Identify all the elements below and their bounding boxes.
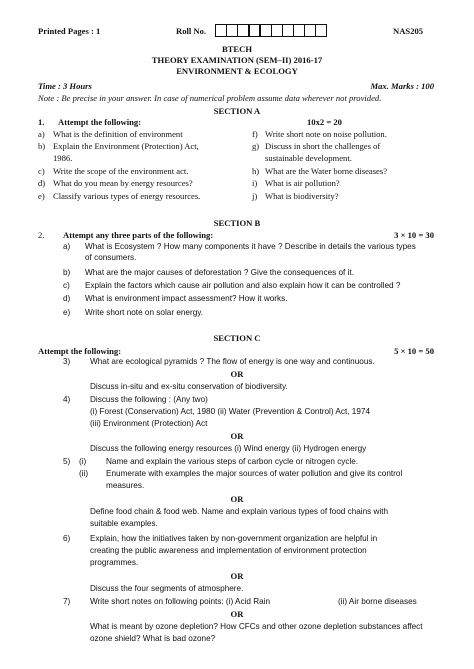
q2-item-e-label: e) xyxy=(63,308,71,317)
q3-alt: Discuss in-situ and ex-situ conservation of biodiversity. xyxy=(90,382,288,391)
q2-number: 2. xyxy=(38,230,45,240)
printed-pages: Printed Pages : 1 xyxy=(38,26,101,36)
q1-item-d: What do you mean by energy resources? xyxy=(53,178,193,188)
q5-sub-i: Name and explain the various steps of carbon cycle or nitrogen cycle. xyxy=(106,457,359,466)
q7-text: Write short notes on following points: (i) Acid Rain xyxy=(90,597,271,606)
q2-text: Attempt any three parts of the following: xyxy=(63,230,214,240)
q1-item-h: What are the Water borne diseases? xyxy=(265,166,388,176)
q5-sub-ii-label: (ii) xyxy=(79,469,89,478)
q5-or: OR xyxy=(230,494,244,504)
q1-item-b-cont: 1986. xyxy=(53,153,73,163)
q1-item-a: What is the definition of environment xyxy=(53,129,183,139)
q1-item-f-label: f) xyxy=(252,129,258,139)
q5-alt-cont: suitable examples. xyxy=(90,519,158,528)
q1-item-j: What is biodiversity? xyxy=(265,191,339,201)
q7-alt: What is meant by ozone depletion? How CFCs and other ozone depletion substances affect xyxy=(90,622,423,631)
q2-item-d-label: d) xyxy=(63,294,71,303)
q1-item-e-label: e) xyxy=(38,191,45,201)
q6-text-2: creating the public awareness and implementation of environment protection xyxy=(90,546,367,555)
q6-number: 6) xyxy=(63,534,71,543)
q1-item-h-label: h) xyxy=(252,166,260,176)
q5-alt: Define food chain & food web. Name and explain various types of food chains with xyxy=(90,507,389,516)
q5-sub-i-label: (i) xyxy=(79,457,87,466)
q3-text: What are ecological pyramids ? The flow of energy is one way and continuous. xyxy=(90,357,375,366)
section-b-heading: SECTION B xyxy=(213,218,261,228)
q2-item-a-cont: of consumers. xyxy=(85,253,137,262)
q4-sub2: (iii) Environment (Protection) Act xyxy=(90,419,208,428)
q1-item-g-cont: sustainable development. xyxy=(265,153,352,163)
q6-or: OR xyxy=(230,571,244,581)
q2-item-e: Write short note on solar energy. xyxy=(85,308,204,317)
q1-item-g-label: g) xyxy=(252,141,260,151)
q6-text-3: programmes. xyxy=(90,558,139,567)
q-c-marks: 5 × 10 = 50 xyxy=(394,346,434,356)
q2-item-c-label: c) xyxy=(63,281,70,290)
time: Time : 3 Hours xyxy=(38,81,92,91)
title-exam: THEORY EXAMINATION (SEM–II) 2016-17 xyxy=(151,55,323,65)
title-btech: BTECH xyxy=(221,44,253,54)
q1-item-e: Classify various types of energy resources. xyxy=(53,191,201,201)
q5-sub-ii: Enumerate with examples the major sources of water pollution and give its control xyxy=(106,469,403,478)
roll-box xyxy=(315,24,327,37)
q4-or: OR xyxy=(230,431,244,441)
q1-number: 1. xyxy=(38,117,45,127)
q5-sub-ii-cont: measures. xyxy=(106,481,145,490)
roll-no-label: Roll No. xyxy=(176,26,207,36)
q3-number: 3) xyxy=(63,357,71,366)
q1-item-b-label: b) xyxy=(38,141,46,151)
q1-item-b: Explain the Environment (Protection) Act, xyxy=(53,141,199,151)
section-c-heading: SECTION C xyxy=(213,333,261,343)
q1-item-j-label: j) xyxy=(252,191,258,201)
q1-text: Attempt the following: xyxy=(58,117,142,127)
q4-number: 4) xyxy=(63,395,71,404)
q2-item-c: Explain the factors which cause air pollution and also explain how it can be controlled ? xyxy=(85,281,401,290)
q1-item-g: Discuss in short the challenges of xyxy=(265,141,381,151)
section-a-heading: SECTION A xyxy=(213,106,261,116)
max-marks: Max. Marks : 100 xyxy=(370,81,434,91)
roll-no-boxes xyxy=(215,24,326,37)
q1-item-f: Write short note on noise pollution. xyxy=(265,129,387,139)
q1-marks: 10x2 = 20 xyxy=(307,117,342,127)
q1-item-c: Write the scope of the environment act. xyxy=(53,166,189,176)
q6-alt: Discuss the four segments of atmosphere. xyxy=(90,584,244,593)
q4-sub1: (i) Forest (Conservation) Act, 1980 (ii) Water (Prevention & Control) Act, 1974 xyxy=(90,407,370,416)
q1-item-d-label: d) xyxy=(38,178,46,188)
q1-item-c-label: c) xyxy=(38,166,45,176)
subject-code: NAS205 xyxy=(393,26,424,36)
q2-item-d: What is environment impact assessment? How it works. xyxy=(85,294,288,303)
q1-item-a-label: a) xyxy=(38,129,45,139)
q7-alt-cont: ozone shield? What is bad ozone? xyxy=(90,634,216,643)
q1-item-i: What is air pollution? xyxy=(265,178,340,188)
q4-alt: Discuss the following energy resources (i) Wind energy (ii) Hydrogen energy xyxy=(90,444,367,453)
q4-text: Discuss the following : (Any two) xyxy=(90,395,208,404)
q2-item-a: What is Ecosystem ? How many components it have ? Describe in details the various types xyxy=(85,242,416,251)
q1-item-i-label: i) xyxy=(252,178,258,188)
q5-number: 5) xyxy=(63,457,71,466)
q6-text: Explain, how the initiatives taken by non-government organization are helpful in xyxy=(90,534,378,543)
q7-number: 7) xyxy=(63,597,71,606)
title-subject: ENVIRONMENT & ECOLOGY xyxy=(176,66,298,76)
q7-text-ii: (ii) Air borne diseases xyxy=(338,597,417,606)
q3-or: OR xyxy=(230,369,244,379)
q2-item-a-label: a) xyxy=(63,242,71,251)
q-c-text: Attempt the following: xyxy=(38,346,122,356)
q2-item-b-label: b) xyxy=(63,268,71,277)
q2-marks: 3 × 10 = 30 xyxy=(394,230,434,240)
note: Note : Be precise in your answer. In case of numerical problem assume data wherever not provided. xyxy=(38,93,382,103)
q7-or: OR xyxy=(230,609,244,619)
q2-item-b: What are the major causes of deforestation ? Give the consequences of it. xyxy=(85,268,354,277)
